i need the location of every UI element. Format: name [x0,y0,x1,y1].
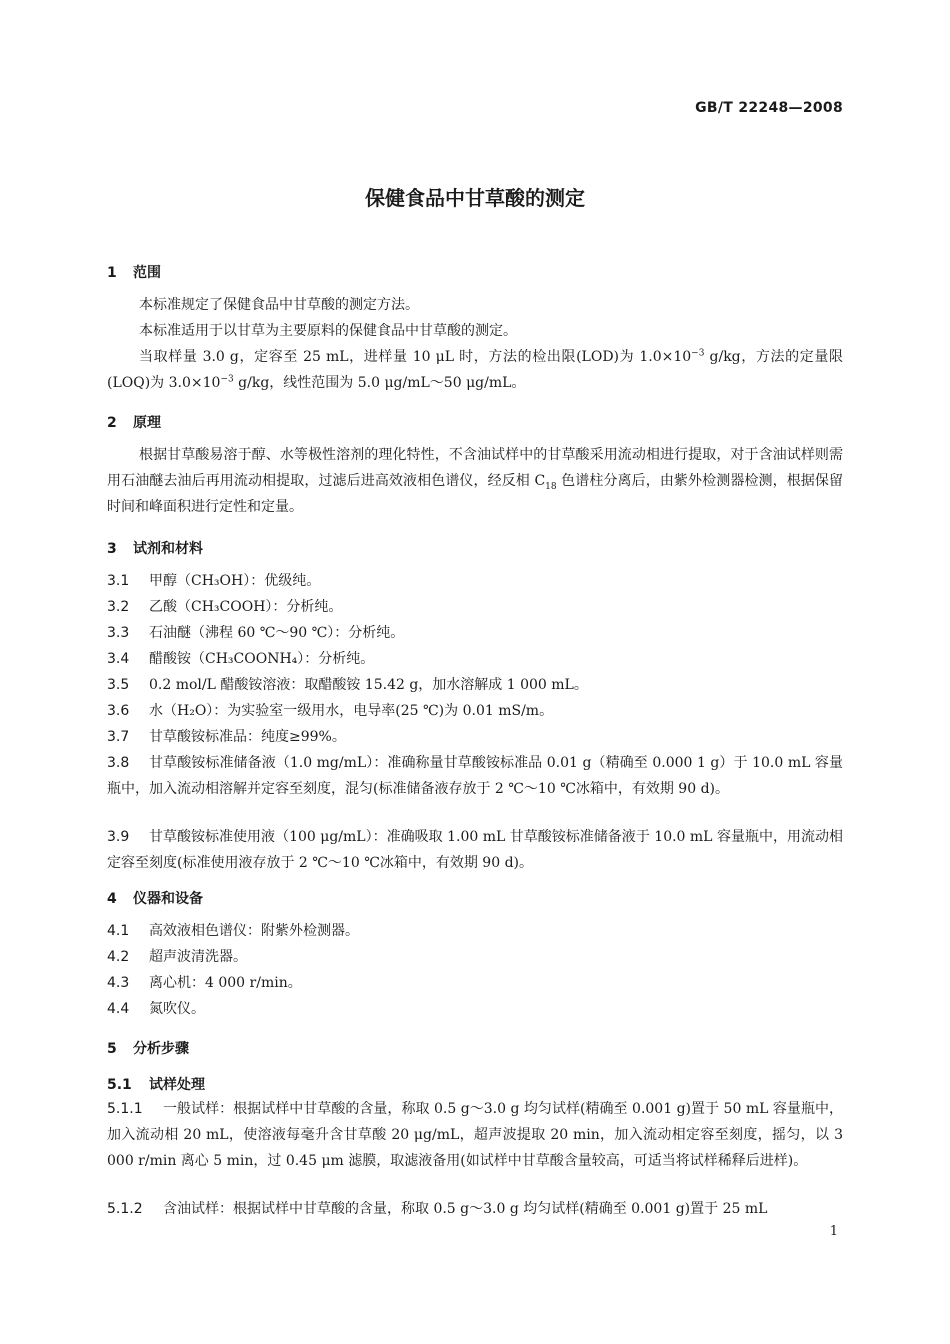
section-title: 试样处理 [149,1077,205,1093]
item-text: 0.2 mol/L 醋酸铵溶液：取醋酸铵 15.42 g，加水溶解成 1 000 mL。 [149,677,588,693]
procedure-item [107,1096,843,1174]
instrument-item [107,944,843,970]
section-title: 试剂和材料 [133,541,203,557]
item-text: 高效液相色谱仪：附紫外检测器。 [149,923,359,939]
section-number: 3 [107,541,117,557]
section-heading-instruments [107,888,203,908]
page-title: 保健食品中甘草酸的测定 [365,186,585,210]
section-title: 分析步骤 [133,1041,189,1057]
item-text: 醋酸铵（CH₃COONH₄）：分析纯。 [149,651,375,667]
scope-paragraph-1: 本标准规定了保健食品中甘草酸的测定方法。 [139,297,419,313]
item-number: 3.6 [107,703,130,719]
item-text: 水（H₂O）：为实验室一级用水，电导率(25 ℃)为 0.01 mS/m。 [149,703,554,719]
reagent-item [107,594,843,620]
section-number: 2 [107,415,117,431]
item-text: 乙酸（CH₃COOH）：分析纯。 [149,599,343,615]
item-number: 4.3 [107,975,130,991]
section-title: 原理 [133,415,161,431]
reagent-item [107,824,843,876]
section-heading-reagents [107,538,203,558]
item-number: 3.2 [107,599,130,615]
subscript: 18 [545,481,557,492]
item-number: 5.1.2 [107,1201,143,1217]
item-text: 含油试样：根据试样中甘草酸的含量，称取 0.5 g～3.0 g 均匀试样(精确至 0.001 g)置于 25 mL [163,1201,768,1217]
subsection-heading-sample-prep [107,1074,205,1094]
item-text: 超声波清洗器。 [149,949,247,965]
page-number: 1 [829,1224,838,1239]
reagent-item [107,620,843,646]
section-heading-principle [107,412,161,432]
principle-part-b: 色谱柱分离后，由紫外检测器检测，根据保留时间和峰面积进行定性和定量。 [107,473,843,515]
section-number: 4 [107,891,117,907]
item-text: 石油醚（沸程 60 ℃～90 ℃）：分析纯。 [149,625,405,641]
instrument-item [107,918,843,944]
standard-code: GB/T 22248—2008 [695,100,843,116]
item-text: 离心机：4 000 r/min。 [149,975,302,991]
section-heading-procedure [107,1038,189,1058]
item-text: 甘草酸铵标准品：纯度≥99%。 [149,729,346,745]
item-number: 4.1 [107,923,130,939]
item-text: 一般试样：根据试样中甘草酸的含量，称取 0.5 g～3.0 g 均匀试样(精确至 0.001 g)置于 50 mL 容量瓶中，加入流动相 20 mL，使溶液每毫升含甘草酸 20 μg/mL，超声波提取 20 min，加入流动相定容至刻度，摇匀，以 3 000 r/min 离心 5 min，过 0.45 μm 滤膜，取滤液备用(如试样中甘草酸含量较高，可适当将试样稀释后进样)。 [107,1101,843,1169]
item-text: 甲醇（CH₃OH）：优级纯。 [149,573,321,589]
scope-paragraph-3 [107,344,843,396]
item-number: 5.1.1 [107,1101,143,1117]
section-title: 仪器和设备 [133,891,203,907]
item-text: 甘草酸铵标准使用液（100 μg/mL）：准确吸取 1.00 mL 甘草酸铵标准储备液于 10.0 mL 容量瓶中，用流动相定容至刻度(标准使用液存放于 2 ℃～10 ℃冰箱中，有效期 90 d)。 [107,829,843,871]
section-number: 5 [107,1041,117,1057]
instrument-item [107,996,843,1022]
item-number: 3.1 [107,573,130,589]
reagent-item [107,646,843,672]
scope-p3-part-b: g/kg，方法的定量限(LOQ)为 3.0×10 [107,349,844,391]
item-text: 氮吹仪。 [149,1001,205,1017]
item-number: 3.8 [107,755,130,771]
item-number: 3.9 [107,829,130,845]
section-number: 1 [107,265,117,281]
reagent-item [107,750,843,802]
scope-paragraph-2: 本标准适用于以甘草为主要原料的保健食品中甘草酸的测定。 [139,323,517,339]
section-number: 5.1 [107,1077,132,1093]
instrument-item [107,970,843,996]
exponent: −3 [691,348,705,359]
scope-p3-part-c: g/kg，线性范围为 5.0 μg/mL～50 μg/mL。 [233,375,526,391]
item-number: 4.2 [107,949,130,965]
item-number: 3.4 [107,651,130,667]
section-heading-scope [107,262,161,282]
item-number: 3.7 [107,729,130,745]
reagent-item [107,724,843,750]
section-title: 范围 [133,265,161,281]
reagent-item [107,698,843,724]
item-number: 4.4 [107,1001,130,1017]
item-number: 3.5 [107,677,130,693]
item-number: 3.3 [107,625,130,641]
principle-part-a: 根据甘草酸易溶于醇、水等极性溶剂的理化特性，不含油试样中的甘草酸采用流动相进行提取，对于含油试样则需用石油醚去油后再用流动相提取，过滤后进高效液相色谱仪，经反相 C [107,447,843,489]
reagent-item [107,568,843,594]
exponent: −3 [220,374,234,385]
reagent-item [107,672,843,698]
item-text: 甘草酸铵标准储备液（1.0 mg/mL）：准确称量甘草酸铵标准品 0.01 g（精确至 0.000 1 g）于 10.0 mL 容量瓶中，加入流动相溶解并定容至刻度，混匀(标准储备液存放于 2 ℃～10 ℃冰箱中，有效期 90 d)。 [107,755,843,797]
principle-paragraph [107,442,843,520]
scope-p3-part-a: 当取样量 3.0 g，定容至 25 mL，进样量 10 μL 时，方法的检出限(LOD)为 1.0×10 [139,349,692,365]
procedure-item [107,1196,843,1222]
